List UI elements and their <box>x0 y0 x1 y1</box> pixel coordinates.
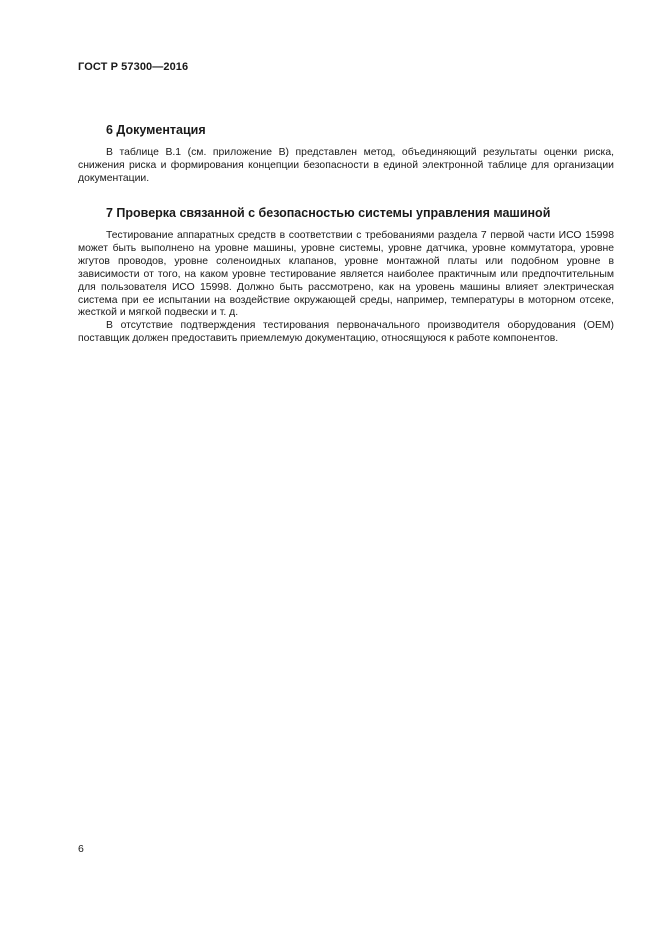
section-paragraph: В отсутствие подтверждения тестирования первоначального производителя оборудования (OEM) поставщик должен предоставить приемлемую документацию, относящуюся к работе компонентов. <box>78 320 614 345</box>
section-paragraph: Тестирование аппаратных средств в соответствии с требованиями раздела 7 первой части ИСО 15998 может быть выполнено на уровне машины, уровне системы, уровне датчика, уровне коммутатора, уровне жгутов проводов, уровне соленоидных клапанов, уровне монтажной платы или подобном уровне в зависимости от того, на каком уровне тестирование является наиболее практичным или предпочтительным для пользователя ИСО 15998. Должно быть рассмотрено, как на уровень машины влияет электрическая система при ее испытании на воздействие окружающей среды, например, температуры в моторном отсеке, жесткой и мягкой подвески и т. д. <box>78 230 614 319</box>
section-documentation <box>78 122 614 186</box>
section-paragraph: В таблице В.1 (см. приложение В) представлен метод, объединяющий результаты оценки риска, снижения риска и формирования концепции безопасности в единой электронной таблице для организации документации. <box>78 147 614 184</box>
page-number: 6 <box>78 843 84 855</box>
section-control-system-verification <box>78 205 614 346</box>
section-heading: 7 Проверка связанной с безопасностью системы управления машиной <box>106 206 551 220</box>
section-heading: 6 Документация <box>106 123 206 137</box>
document-header-standard-id: ГОСТ Р 57300—2016 <box>78 61 189 73</box>
